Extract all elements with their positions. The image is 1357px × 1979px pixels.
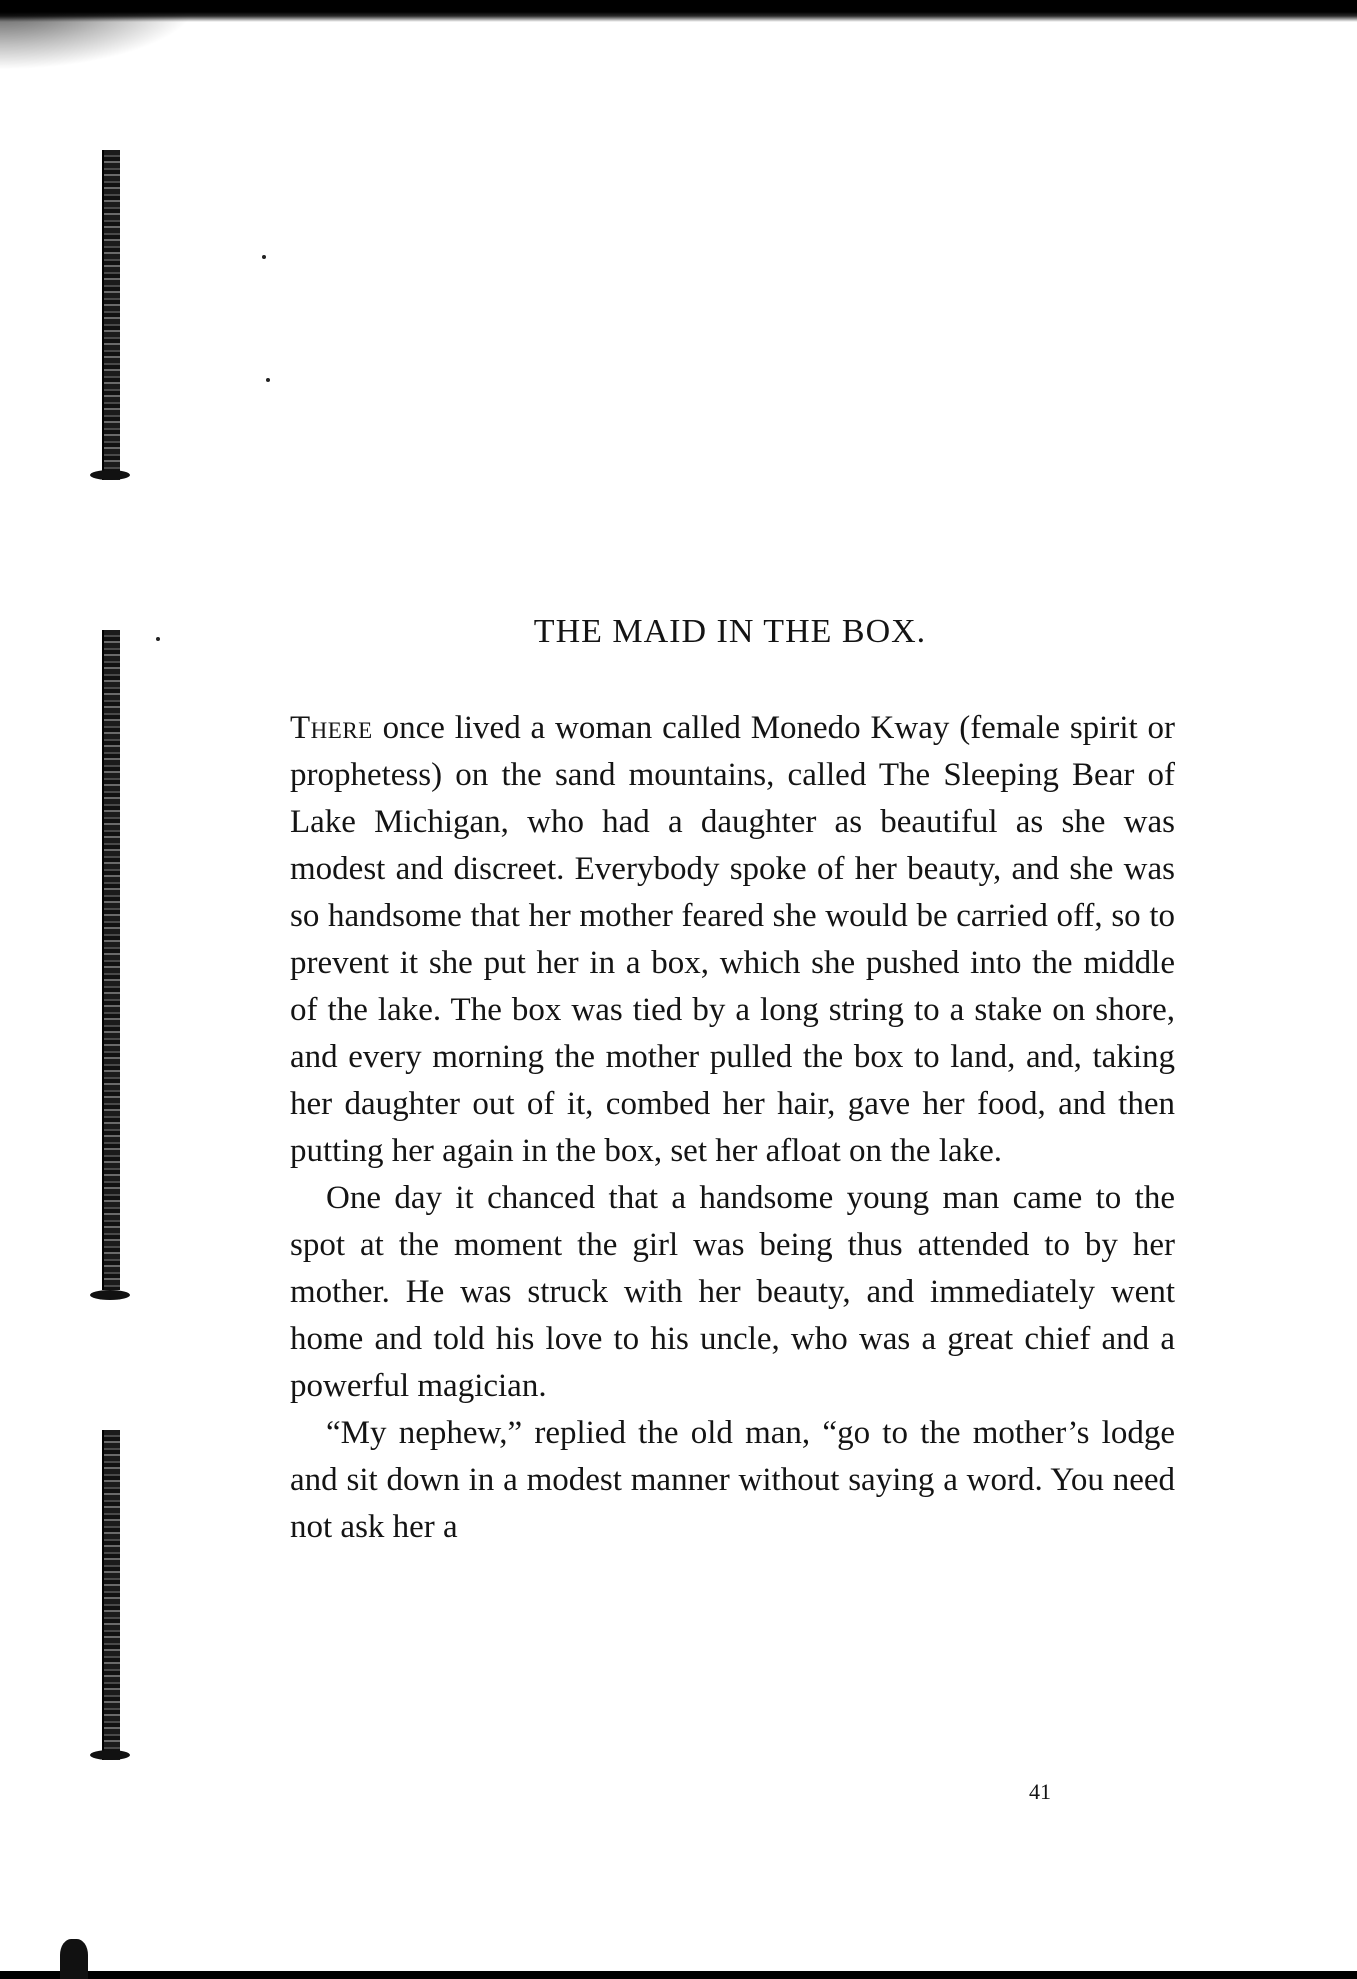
dust-speck bbox=[266, 378, 270, 382]
spine-binding bbox=[102, 630, 120, 1290]
spine-binding bbox=[102, 1430, 120, 1760]
paragraph: “My nephew,” replied the old man, “go to the mother’s lodge and sit down in a modest manner without saying a word. You need not ask her a bbox=[290, 1415, 1175, 1545]
dust-speck bbox=[262, 255, 266, 259]
paragraph-text: once lived a woman called Monedo Kway (female spirit or prophetess) on the sand mountains, called The Sleeping Bear of Lake Michigan, who had a daughter as beautiful as she was modest and discreet. Everybody spoke of her beauty, and she was so handsome that her mother feared she would be carried off, so to prevent it she put her in a box, which she pushed into the middle of the lake. The box was tied by a long string to a stake on shore, and every morning the mother pulled the box to land, and, taking her daughter out of it, combed her hair, gave her food, and then putting her again in the box, set her afloat on the lake. bbox=[290, 710, 1175, 1169]
scan-bottom-edge bbox=[0, 1971, 1357, 1979]
spine-mark bbox=[90, 1750, 130, 1760]
spine-mark bbox=[90, 470, 130, 480]
scan-shadow bbox=[60, 1939, 88, 1979]
page-number: 41 bbox=[1029, 1779, 1051, 1804]
body-text bbox=[290, 705, 1175, 1551]
spine-binding bbox=[102, 150, 120, 480]
scan-shadow bbox=[0, 0, 200, 70]
paragraph bbox=[290, 705, 1175, 1175]
paragraph: One day it chanced that a handsome young man came to the spot at the moment the girl was being thus attended to by her mother. He was struck with her beauty, and immediately went home and told his love to his uncle, who was a great chief and a powerful magician. bbox=[290, 1180, 1175, 1404]
spine-mark bbox=[90, 1290, 130, 1300]
drop-word: There bbox=[290, 710, 373, 746]
chapter-heading: THE MAID IN THE BOX. bbox=[533, 613, 927, 650]
dust-speck bbox=[156, 637, 160, 641]
scan-top-edge bbox=[0, 0, 1357, 22]
